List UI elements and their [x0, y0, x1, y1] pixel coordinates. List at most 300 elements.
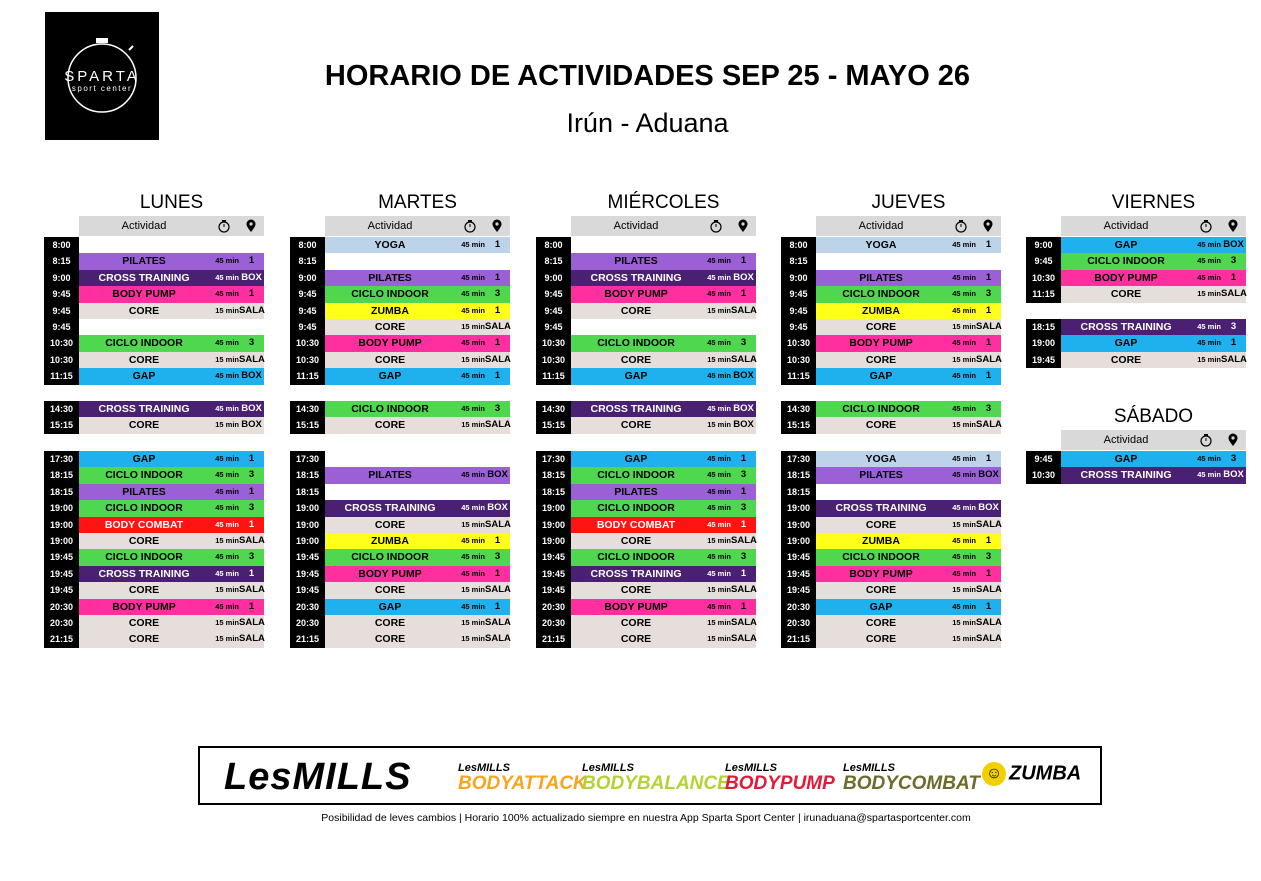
class-time: 19:00 [44, 533, 79, 549]
class-row [781, 500, 1001, 516]
class-duration: 15 min [952, 420, 976, 430]
class-duration: 45 min [461, 404, 485, 413]
class-cell [571, 451, 756, 467]
class-room: SALA [239, 353, 265, 365]
day-name: MARTES [378, 192, 457, 213]
class-row [44, 352, 264, 368]
class-name: CORE [1110, 353, 1142, 366]
class-row [536, 566, 756, 582]
class-room: SALA [485, 419, 511, 431]
class-duration: 45 min [707, 272, 731, 282]
class-time: 9:45 [781, 319, 816, 335]
class-name: PILATES [859, 469, 903, 482]
class-name: CORE [865, 584, 897, 597]
class-cell [1061, 335, 1246, 351]
class-time: 18:15 [781, 467, 816, 483]
class-name: CORE [128, 584, 160, 597]
class-time: 19:00 [44, 517, 79, 533]
class-row [44, 253, 264, 269]
class-name: CORE [865, 320, 897, 333]
class-row [536, 484, 756, 500]
class-cell [325, 615, 510, 631]
class-row [781, 517, 1001, 533]
class-cell [325, 467, 510, 483]
class-cell [79, 533, 264, 549]
time-block [44, 237, 264, 385]
class-row [290, 467, 510, 483]
class-duration: 45 min [215, 338, 239, 348]
timer-icon [463, 219, 477, 233]
class-room: SALA [976, 584, 1002, 596]
class-cell [816, 303, 1001, 319]
class-room: 1 [1230, 271, 1237, 283]
class-time: 9:45 [536, 286, 571, 302]
class-cell [79, 286, 264, 302]
class-name: CICLO INDOOR [842, 288, 920, 301]
class-time: 10:30 [44, 335, 79, 351]
class-room: 1 [494, 370, 501, 382]
class-name: YOGA [865, 453, 897, 465]
program-small: LesMILLS [458, 762, 510, 774]
class-row [290, 303, 510, 319]
class-cell [571, 270, 756, 286]
class-row [1026, 270, 1246, 286]
class-name: GAP [869, 370, 893, 383]
class-room: 1 [740, 567, 747, 579]
time-block [1026, 237, 1246, 303]
class-name: CICLO INDOOR [597, 469, 675, 482]
class-room: 3 [494, 288, 501, 300]
class-cell [79, 352, 264, 368]
class-room: SALA [1221, 288, 1247, 300]
class-row [44, 335, 264, 351]
column-header [816, 216, 1001, 236]
class-time: 9:45 [290, 286, 325, 302]
class-duration: 45 min [707, 454, 731, 463]
class-room: SALA [731, 304, 757, 316]
class-room: BOX [733, 271, 754, 283]
class-cell [325, 352, 510, 368]
class-room: BOX [487, 469, 508, 481]
class-duration: 15 min [215, 617, 239, 627]
class-time: 18:15 [290, 484, 325, 500]
program-small: LesMILLS [843, 762, 895, 774]
class-row [536, 533, 756, 549]
class-cell [816, 368, 1001, 384]
class-duration: 15 min [461, 321, 485, 331]
class-time: 11:15 [781, 368, 816, 384]
class-time: 15:15 [536, 417, 571, 433]
class-row [290, 549, 510, 565]
column-header-activity: Actividad [1103, 220, 1149, 232]
program-logo-bodycombat [843, 762, 980, 794]
class-row [290, 615, 510, 631]
page-subtitle: Irún - Aduana [566, 108, 729, 138]
class-row [781, 237, 1001, 253]
class-row [781, 467, 1001, 483]
class-room: BOX [978, 469, 999, 481]
class-time: 9:00 [44, 270, 79, 286]
class-duration: 45 min [215, 371, 239, 381]
class-duration: 45 min [707, 470, 731, 480]
class-name: GAP [132, 370, 156, 383]
class-name: ZUMBA [371, 534, 409, 547]
class-duration: 45 min [952, 305, 976, 315]
class-row [1026, 253, 1246, 269]
class-room: 1 [985, 271, 992, 283]
class-room: 1 [248, 453, 255, 464]
class-row [536, 549, 756, 565]
class-duration: 45 min [952, 552, 976, 562]
class-row [44, 533, 264, 549]
class-time: 21:15 [290, 631, 325, 647]
class-duration: 15 min [461, 420, 485, 430]
class-cell [325, 484, 510, 500]
class-duration: 45 min [215, 470, 239, 480]
class-cell [79, 549, 264, 565]
class-room: 1 [985, 567, 992, 579]
class-name: ZUMBA [862, 534, 900, 547]
class-row [781, 582, 1001, 598]
class-row [536, 368, 756, 384]
class-time: 9:45 [290, 319, 325, 335]
class-cell [816, 270, 1001, 286]
class-row [44, 286, 264, 302]
class-name: BODY PUMP [112, 600, 176, 613]
class-time: 19:45 [1026, 352, 1061, 368]
class-duration: 15 min [952, 519, 976, 529]
class-row [290, 319, 510, 335]
class-name: CORE [374, 518, 406, 531]
class-name: CORE [620, 534, 652, 547]
column-header-activity: Actividad [613, 220, 659, 232]
class-cell [571, 319, 756, 335]
class-time: 10:30 [1026, 270, 1061, 286]
class-name: CORE [865, 616, 897, 629]
class-row [781, 253, 1001, 269]
class-cell [325, 303, 510, 319]
class-row [290, 517, 510, 533]
class-cell [571, 500, 756, 516]
class-name: CORE [128, 304, 160, 317]
class-name: BODY PUMP [604, 288, 668, 301]
class-time: 10:30 [536, 352, 571, 368]
class-duration: 45 min [215, 256, 239, 266]
class-time: 15:15 [781, 417, 816, 433]
class-row [44, 270, 264, 286]
class-room: 1 [494, 337, 501, 349]
class-time: 19:45 [536, 549, 571, 565]
class-room: 3 [248, 337, 255, 349]
time-block [44, 401, 264, 434]
class-cell [571, 253, 756, 269]
class-room: 3 [248, 551, 255, 563]
class-duration: 45 min [952, 503, 976, 513]
class-room: 3 [1230, 453, 1237, 464]
class-cell [816, 582, 1001, 598]
class-room: BOX [978, 502, 999, 514]
class-duration: 15 min [707, 305, 731, 315]
class-row [290, 631, 510, 647]
class-name: CORE [374, 320, 406, 333]
class-time: 14:30 [536, 401, 571, 417]
class-cell [816, 517, 1001, 533]
class-duration: 15 min [952, 321, 976, 331]
class-duration: 45 min [461, 470, 485, 480]
class-cell [325, 500, 510, 516]
class-duration: 45 min [461, 240, 485, 249]
class-row [1026, 451, 1246, 467]
class-name: CORE [374, 584, 406, 597]
program-logo-bodyattack [458, 762, 587, 794]
class-cell [816, 533, 1001, 549]
class-name: PILATES [368, 271, 412, 284]
class-row [290, 566, 510, 582]
class-room: 1 [248, 255, 255, 267]
location-pin-icon [491, 219, 503, 233]
class-cell [1061, 319, 1246, 335]
class-row [536, 335, 756, 351]
class-row [536, 599, 756, 615]
class-duration: 15 min [461, 634, 485, 644]
class-room: SALA [485, 320, 511, 332]
class-time: 20:30 [44, 599, 79, 615]
program-logo-bodypump [725, 762, 835, 794]
class-room: BOX [241, 271, 262, 283]
class-name: GAP [624, 370, 648, 383]
class-name: CROSS TRAINING [98, 403, 190, 415]
class-cell [325, 270, 510, 286]
class-time: 8:00 [44, 237, 79, 253]
class-duration: 45 min [461, 338, 485, 348]
class-cell [571, 352, 756, 368]
class-cell [571, 615, 756, 631]
class-room: 1 [985, 453, 992, 464]
class-room: 1 [494, 567, 501, 579]
class-row [44, 484, 264, 500]
class-room: SALA [485, 633, 511, 645]
class-time: 10:30 [290, 352, 325, 368]
logo-line2: sport center [71, 84, 133, 93]
class-duration: 45 min [215, 503, 239, 513]
class-time: 9:00 [536, 270, 571, 286]
class-time: 19:00 [290, 517, 325, 533]
class-time: 9:45 [44, 303, 79, 319]
class-duration: 15 min [952, 634, 976, 644]
class-name: CICLO INDOOR [351, 288, 429, 301]
column-header-activity: Actividad [858, 220, 904, 232]
location-pin-icon [1227, 433, 1239, 447]
class-room: SALA [976, 518, 1002, 530]
class-time: 8:15 [44, 253, 79, 269]
class-time: 9:45 [290, 303, 325, 319]
class-cell [816, 451, 1001, 467]
class-row [44, 582, 264, 598]
class-row [44, 451, 264, 467]
class-time: 10:30 [1026, 467, 1061, 483]
class-cell [1061, 237, 1246, 253]
class-duration: 45 min [461, 371, 485, 381]
class-duration: 15 min [461, 354, 485, 364]
class-cell [79, 500, 264, 516]
class-time: 19:00 [781, 500, 816, 516]
class-row [290, 484, 510, 500]
brand-banner [198, 746, 1102, 805]
class-name: CORE [865, 633, 897, 646]
class-cell [571, 303, 756, 319]
program-name: BODYBALANCE [582, 773, 730, 794]
class-room: BOX [241, 419, 262, 431]
class-room: SALA [1221, 353, 1247, 365]
class-cell [325, 549, 510, 565]
class-name: BODY PUMP [604, 600, 668, 613]
class-duration: 45 min [707, 289, 731, 299]
class-time: 20:30 [536, 615, 571, 631]
class-room: 3 [985, 403, 992, 414]
class-row [781, 599, 1001, 615]
class-room: 1 [494, 239, 501, 250]
class-row [1026, 335, 1246, 351]
class-time: 9:45 [781, 303, 816, 319]
class-name: CORE [865, 518, 897, 531]
class-row [781, 303, 1001, 319]
class-name: CROSS TRAINING [98, 567, 190, 580]
class-room: 1 [740, 600, 747, 612]
class-room: 1 [985, 239, 992, 250]
class-cell [325, 533, 510, 549]
class-name: BODY PUMP [112, 288, 176, 301]
class-time: 8:15 [536, 253, 571, 269]
class-cell [325, 599, 510, 615]
class-duration: 45 min [707, 601, 731, 611]
class-time: 20:30 [44, 615, 79, 631]
class-name: PILATES [368, 469, 412, 482]
class-time: 19:00 [781, 533, 816, 549]
class-cell [571, 517, 756, 533]
class-row [781, 533, 1001, 549]
class-cell [325, 253, 510, 269]
class-duration: 45 min [952, 568, 976, 578]
class-duration: 45 min [707, 404, 731, 413]
class-duration: 45 min [1197, 322, 1221, 331]
class-duration: 45 min [215, 404, 239, 413]
column-header [571, 216, 756, 236]
class-duration: 15 min [215, 420, 239, 430]
class-name: CORE [865, 419, 897, 432]
class-room: 1 [494, 534, 501, 546]
class-name: CORE [374, 353, 406, 366]
class-name: CICLO INDOOR [597, 502, 675, 515]
class-duration: 15 min [707, 634, 731, 644]
class-time: 18:15 [44, 467, 79, 483]
program-logo-bodybalance [582, 762, 730, 794]
timer-icon [1199, 433, 1213, 447]
class-duration: 15 min [952, 585, 976, 595]
class-row [44, 566, 264, 582]
class-time: 14:30 [290, 401, 325, 417]
class-row [44, 500, 264, 516]
class-duration: 45 min [707, 503, 731, 513]
class-time: 9:00 [781, 270, 816, 286]
location-pin-icon [737, 219, 749, 233]
class-row [44, 631, 264, 647]
class-name: CROSS TRAINING [344, 502, 436, 515]
class-duration: 45 min [461, 568, 485, 578]
class-row [44, 549, 264, 565]
class-row [290, 451, 510, 467]
class-room: 1 [740, 485, 747, 497]
class-duration: 45 min [1197, 338, 1221, 348]
class-room: 1 [248, 518, 255, 530]
class-row [536, 237, 756, 253]
class-name: CORE [620, 584, 652, 597]
class-duration: 45 min [1197, 470, 1221, 480]
class-row [44, 517, 264, 533]
class-cell [79, 615, 264, 631]
class-duration: 45 min [707, 568, 731, 578]
class-time: 8:15 [290, 253, 325, 269]
class-name: CICLO INDOOR [351, 551, 429, 564]
class-cell [571, 566, 756, 582]
class-cell [79, 368, 264, 384]
class-row [536, 500, 756, 516]
class-name: GAP [624, 453, 648, 465]
class-duration: 15 min [707, 617, 731, 627]
class-time: 19:45 [781, 566, 816, 582]
class-name: CROSS TRAINING [1080, 321, 1172, 333]
time-block [290, 237, 510, 385]
class-time: 20:30 [290, 599, 325, 615]
class-name: PILATES [859, 271, 903, 284]
class-room: SALA [976, 320, 1002, 332]
class-room: SALA [731, 353, 757, 365]
class-time: 21:15 [536, 631, 571, 647]
class-time: 19:45 [44, 549, 79, 565]
class-duration: 15 min [1197, 289, 1221, 299]
column-header [1061, 430, 1246, 450]
class-time: 19:45 [44, 582, 79, 598]
class-room: 1 [985, 534, 992, 546]
class-time: 9:45 [1026, 253, 1061, 269]
class-name: CORE [620, 304, 652, 317]
class-duration: 45 min [461, 272, 485, 282]
class-time: 19:45 [290, 566, 325, 582]
class-name: CICLO INDOOR [105, 469, 183, 482]
class-room: 3 [1230, 255, 1237, 267]
class-name: BODY COMBAT [104, 518, 184, 531]
class-row [536, 270, 756, 286]
time-block [1026, 319, 1246, 368]
time-block [536, 401, 756, 434]
class-room: 1 [494, 271, 501, 283]
class-time: 15:15 [44, 417, 79, 433]
class-time: 21:15 [44, 631, 79, 647]
class-time: 17:30 [290, 451, 325, 467]
class-duration: 45 min [952, 470, 976, 480]
class-name: CROSS TRAINING [590, 271, 682, 284]
class-row [290, 599, 510, 615]
class-row [781, 286, 1001, 302]
location-pin-icon [982, 219, 994, 233]
class-room: BOX [1223, 469, 1244, 481]
class-cell [325, 582, 510, 598]
class-name: GAP [378, 600, 402, 613]
class-cell [1061, 451, 1246, 467]
class-time: 19:00 [781, 517, 816, 533]
class-name: CICLO INDOOR [105, 337, 183, 350]
class-time: 18:15 [536, 467, 571, 483]
class-room: BOX [241, 403, 262, 414]
